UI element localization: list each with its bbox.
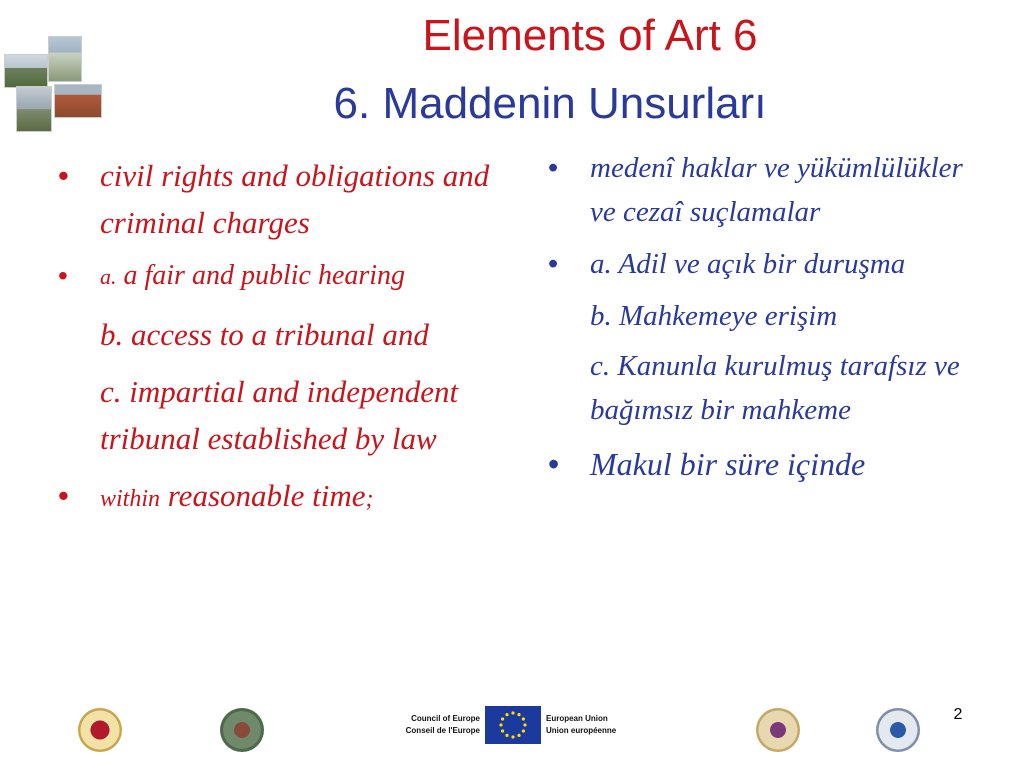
english-bullet-list (58, 152, 508, 523)
turkish-bullet-list (548, 146, 978, 486)
eu-flag-icon (485, 706, 541, 744)
list-item-text: b. Mahkemeye erişim (590, 300, 838, 332)
list-item (58, 152, 508, 246)
eu-star-icon (499, 723, 502, 726)
slide-title-english: Elements of Art 6 (422, 11, 758, 60)
institution-seal-logo-1 (78, 708, 122, 752)
eu-star-icon (522, 717, 525, 720)
eu-star-icon (501, 729, 504, 732)
list-item-text: Makul bir süre içinde (590, 446, 866, 482)
eu-star-icon (517, 734, 520, 737)
list-item-prefix: within (100, 486, 161, 512)
coe-label-french: Conseil de l'Europe (405, 726, 480, 735)
slide-title-turkish: 6. Maddenin Unsurları (333, 79, 767, 128)
list-item-text: b. access to a tribunal and (100, 317, 429, 352)
list-item (58, 472, 508, 523)
eu-star-icon (505, 713, 508, 716)
eu-star-icon (501, 717, 504, 720)
list-item-text: a. Adil ve açık bir duruşma (590, 248, 906, 280)
eu-star-icon (505, 734, 508, 737)
council-of-europe-label (396, 713, 480, 737)
list-item (58, 256, 508, 297)
list-item-prefix: a. (100, 264, 117, 289)
list-item-suffix: ; (365, 486, 374, 512)
list-item (548, 146, 978, 234)
eu-star-icon (522, 729, 525, 732)
list-item (548, 442, 978, 486)
institution-seal-logo-4 (876, 708, 920, 752)
eu-label-english: European Union (546, 714, 608, 723)
eu-star-icon (511, 735, 514, 738)
list-item-sub (548, 344, 978, 432)
bullet-icon: • (548, 248, 559, 280)
list-item-sub (58, 311, 508, 358)
bullet-icon: • (548, 152, 559, 184)
bullet-icon: • (58, 260, 68, 291)
list-item-text: civil rights and obligations and criminal charges (100, 158, 490, 240)
bullet-icon: • (58, 158, 69, 193)
list-item-sub (58, 368, 508, 462)
institution-seal-logo-3 (756, 708, 800, 752)
european-union-label (546, 713, 636, 737)
bullet-icon: • (548, 446, 560, 482)
list-item-sub (548, 294, 978, 338)
coe-label-english: Council of Europe (411, 714, 480, 723)
list-item-text: medenî haklar ve yükümlülükler ve cezaî suçlamalar (590, 152, 963, 228)
eu-star-icon (517, 713, 520, 716)
page-number: 2 (953, 706, 963, 723)
eu-star-icon (511, 711, 514, 714)
list-item (548, 242, 978, 286)
list-item-text: c. Kanunla kurulmuş tarafsız ve bağımsız bir mahkeme (590, 350, 960, 426)
institution-seal-logo-2 (220, 708, 264, 752)
list-item-text: c. impartial and independent tribunal established by law (100, 374, 459, 456)
bullet-icon: • (58, 478, 69, 513)
list-item-text: reasonable time (167, 478, 366, 513)
list-item-text: a fair and public hearing (123, 260, 406, 291)
eu-label-french: Union européenne (546, 726, 617, 735)
eu-star-icon (523, 723, 526, 726)
